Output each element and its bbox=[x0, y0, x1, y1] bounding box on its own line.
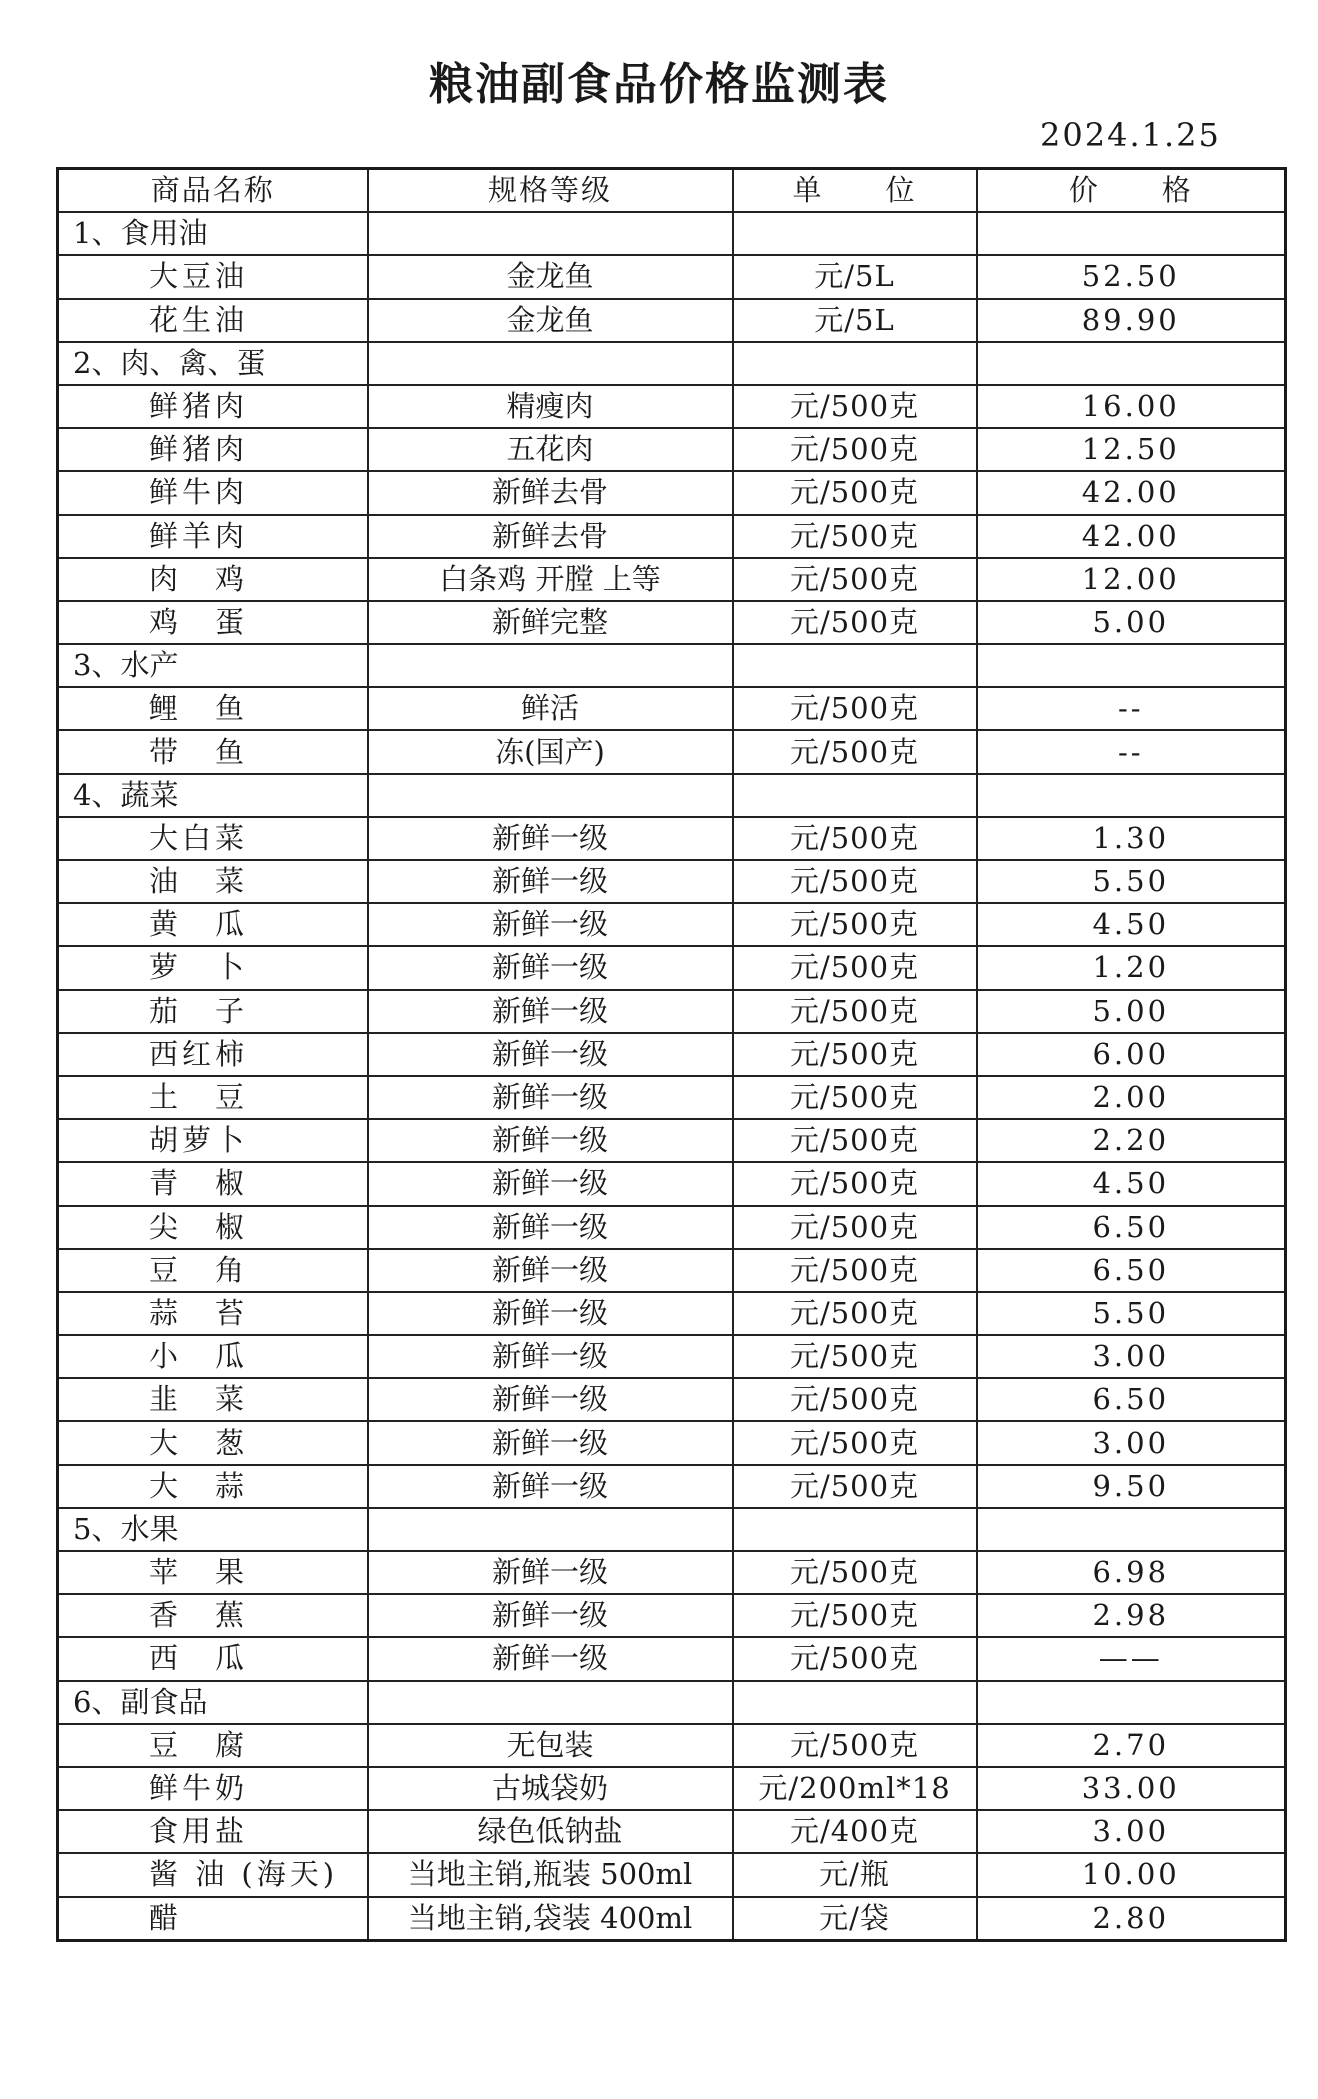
table-row bbox=[58, 558, 1286, 601]
cell-spec: 新鲜完整 bbox=[368, 601, 733, 644]
cell-spec: 新鲜一级 bbox=[368, 946, 733, 989]
category-label: 2、肉、禽、蛋 bbox=[58, 342, 368, 385]
cell-price: 12.00 bbox=[977, 558, 1286, 601]
cell-price: 5.50 bbox=[977, 1292, 1286, 1335]
empty-cell bbox=[368, 342, 733, 385]
header-row bbox=[58, 169, 1286, 213]
table-row bbox=[58, 1076, 1286, 1119]
empty-cell bbox=[368, 774, 733, 817]
cell-price: -- bbox=[977, 730, 1286, 773]
table-row bbox=[58, 385, 1286, 428]
table-row bbox=[58, 1853, 1286, 1896]
category-row bbox=[58, 1508, 1286, 1551]
cell-spec: 金龙鱼 bbox=[368, 255, 733, 298]
cell-spec: 新鲜一级 bbox=[368, 1033, 733, 1076]
cell-unit: 元/200ml*18 bbox=[733, 1767, 977, 1810]
cell-price: 89.90 bbox=[977, 299, 1286, 342]
category-row bbox=[58, 212, 1286, 255]
table-row bbox=[58, 1249, 1286, 1292]
category-row bbox=[58, 644, 1286, 687]
price-table bbox=[56, 167, 1287, 1942]
cell-name: 鲜猪肉 bbox=[58, 428, 368, 471]
cell-spec: 新鲜一级 bbox=[368, 903, 733, 946]
empty-cell bbox=[977, 1508, 1286, 1551]
empty-cell bbox=[733, 644, 977, 687]
cell-unit: 元/5L bbox=[733, 299, 977, 342]
table-row bbox=[58, 1292, 1286, 1335]
cell-unit: 元/500克 bbox=[733, 946, 977, 989]
category-label: 5、水果 bbox=[58, 1508, 368, 1551]
table-row bbox=[58, 860, 1286, 903]
empty-cell bbox=[368, 1681, 733, 1724]
table-row bbox=[58, 1767, 1286, 1810]
table-row bbox=[58, 687, 1286, 730]
cell-price: 2.80 bbox=[977, 1897, 1286, 1941]
cell-price: 2.20 bbox=[977, 1119, 1286, 1162]
cell-unit: 元/500克 bbox=[733, 471, 977, 514]
cell-price: 5.50 bbox=[977, 860, 1286, 903]
cell-price: 3.00 bbox=[977, 1421, 1286, 1464]
cell-price: 9.50 bbox=[977, 1465, 1286, 1508]
cell-unit: 元/500克 bbox=[733, 515, 977, 558]
cell-name: 食用盐 bbox=[58, 1810, 368, 1853]
cell-price: 6.00 bbox=[977, 1033, 1286, 1076]
cell-unit: 元/500克 bbox=[733, 1551, 977, 1594]
cell-price: 2.70 bbox=[977, 1724, 1286, 1767]
table-row bbox=[58, 1378, 1286, 1421]
cell-spec: 金龙鱼 bbox=[368, 299, 733, 342]
cell-name: 香 蕉 bbox=[58, 1594, 368, 1637]
cell-name: 茄 子 bbox=[58, 990, 368, 1033]
cell-price: 6.50 bbox=[977, 1378, 1286, 1421]
cell-price: 1.20 bbox=[977, 946, 1286, 989]
cell-price: 42.00 bbox=[977, 515, 1286, 558]
category-label: 4、蔬菜 bbox=[58, 774, 368, 817]
cell-price: 33.00 bbox=[977, 1767, 1286, 1810]
empty-cell bbox=[977, 342, 1286, 385]
cell-name: 醋 bbox=[58, 1897, 368, 1941]
cell-price: 16.00 bbox=[977, 385, 1286, 428]
cell-name: 尖 椒 bbox=[58, 1206, 368, 1249]
cell-price: 3.00 bbox=[977, 1335, 1286, 1378]
table-row bbox=[58, 817, 1286, 860]
empty-cell bbox=[733, 342, 977, 385]
category-row bbox=[58, 1681, 1286, 1724]
cell-price: 4.50 bbox=[977, 1162, 1286, 1205]
cell-spec: 当地主销,袋装 400ml bbox=[368, 1897, 733, 1941]
cell-spec: 新鲜一级 bbox=[368, 1594, 733, 1637]
cell-unit: 元/500克 bbox=[733, 558, 977, 601]
table-row bbox=[58, 1033, 1286, 1076]
empty-cell bbox=[977, 774, 1286, 817]
cell-unit: 元/500克 bbox=[733, 1594, 977, 1637]
cell-price: 42.00 bbox=[977, 471, 1286, 514]
category-label: 6、副食品 bbox=[58, 1681, 368, 1724]
cell-name: 鲜牛奶 bbox=[58, 1767, 368, 1810]
empty-cell bbox=[368, 1508, 733, 1551]
cell-name: 土 豆 bbox=[58, 1076, 368, 1119]
cell-unit: 元/5L bbox=[733, 255, 977, 298]
cell-name: 鲜牛肉 bbox=[58, 471, 368, 514]
cell-spec: 新鲜一级 bbox=[368, 990, 733, 1033]
cell-price: 4.50 bbox=[977, 903, 1286, 946]
category-row bbox=[58, 774, 1286, 817]
empty-cell bbox=[733, 774, 977, 817]
cell-price: 6.50 bbox=[977, 1249, 1286, 1292]
table-body bbox=[58, 169, 1286, 1941]
cell-unit: 元/500克 bbox=[733, 903, 977, 946]
cell-spec: 精瘦肉 bbox=[368, 385, 733, 428]
cell-spec: 新鲜一级 bbox=[368, 1292, 733, 1335]
cell-spec: 新鲜一级 bbox=[368, 1076, 733, 1119]
cell-price: 5.00 bbox=[977, 601, 1286, 644]
cell-name: 萝 卜 bbox=[58, 946, 368, 989]
table-row bbox=[58, 1637, 1286, 1680]
cell-spec: 无包装 bbox=[368, 1724, 733, 1767]
empty-cell bbox=[368, 644, 733, 687]
cell-name: 大豆油 bbox=[58, 255, 368, 298]
cell-price: 2.00 bbox=[977, 1076, 1286, 1119]
cell-spec: 白条鸡 开膛 上等 bbox=[368, 558, 733, 601]
table-row bbox=[58, 1897, 1286, 1941]
header-spec: 规格等级 bbox=[368, 169, 733, 213]
header-unit: 单 位 bbox=[733, 169, 977, 213]
cell-name: 大 蒜 bbox=[58, 1465, 368, 1508]
empty-cell bbox=[733, 212, 977, 255]
table-row bbox=[58, 1810, 1286, 1853]
header-name: 商品名称 bbox=[58, 169, 368, 213]
cell-name: 油 菜 bbox=[58, 860, 368, 903]
table-row bbox=[58, 946, 1286, 989]
cell-unit: 元/500克 bbox=[733, 1335, 977, 1378]
category-row bbox=[58, 342, 1286, 385]
cell-unit: 元/瓶 bbox=[733, 1853, 977, 1896]
cell-name: 小 瓜 bbox=[58, 1335, 368, 1378]
cell-price: 6.50 bbox=[977, 1206, 1286, 1249]
cell-unit: 元/500克 bbox=[733, 1465, 977, 1508]
table-row bbox=[58, 1551, 1286, 1594]
cell-name: 豆 腐 bbox=[58, 1724, 368, 1767]
empty-cell bbox=[977, 1681, 1286, 1724]
cell-spec: 新鲜去骨 bbox=[368, 515, 733, 558]
cell-price: 3.00 bbox=[977, 1810, 1286, 1853]
cell-unit: 元/500克 bbox=[733, 385, 977, 428]
cell-price: 12.50 bbox=[977, 428, 1286, 471]
page-title: 粮油副食品价格监测表 bbox=[429, 59, 889, 110]
empty-cell bbox=[368, 212, 733, 255]
cell-unit: 元/500克 bbox=[733, 1249, 977, 1292]
cell-name: 酱 油 (海天) bbox=[58, 1853, 368, 1896]
cell-price: 6.98 bbox=[977, 1551, 1286, 1594]
cell-name: 鸡 蛋 bbox=[58, 601, 368, 644]
cell-spec: 新鲜一级 bbox=[368, 1465, 733, 1508]
cell-spec: 新鲜一级 bbox=[368, 860, 733, 903]
cell-unit: 元/袋 bbox=[733, 1897, 977, 1941]
cell-spec: 冻(国产) bbox=[368, 730, 733, 773]
cell-unit: 元/500克 bbox=[733, 1637, 977, 1680]
cell-unit: 元/400克 bbox=[733, 1810, 977, 1853]
cell-unit: 元/500克 bbox=[733, 1119, 977, 1162]
table-row bbox=[58, 515, 1286, 558]
cell-unit: 元/500克 bbox=[733, 1162, 977, 1205]
empty-cell bbox=[977, 644, 1286, 687]
cell-spec: 新鲜去骨 bbox=[368, 471, 733, 514]
cell-unit: 元/500克 bbox=[733, 1206, 977, 1249]
category-label: 1、食用油 bbox=[58, 212, 368, 255]
cell-name: 带 鱼 bbox=[58, 730, 368, 773]
cell-unit: 元/500克 bbox=[733, 990, 977, 1033]
cell-spec: 新鲜一级 bbox=[368, 1206, 733, 1249]
table-row bbox=[58, 428, 1286, 471]
cell-name: 蒜 苔 bbox=[58, 1292, 368, 1335]
cell-price: 2.98 bbox=[977, 1594, 1286, 1637]
cell-unit: 元/500克 bbox=[733, 1421, 977, 1464]
table-row bbox=[58, 1162, 1286, 1205]
cell-name: 鲜猪肉 bbox=[58, 385, 368, 428]
table-row bbox=[58, 471, 1286, 514]
cell-name: 鲤 鱼 bbox=[58, 687, 368, 730]
cell-unit: 元/500克 bbox=[733, 687, 977, 730]
table-row bbox=[58, 1465, 1286, 1508]
cell-spec: 新鲜一级 bbox=[368, 817, 733, 860]
cell-name: 肉 鸡 bbox=[58, 558, 368, 601]
cell-name: 西 瓜 bbox=[58, 1637, 368, 1680]
cell-spec: 新鲜一级 bbox=[368, 1162, 733, 1205]
cell-spec: 当地主销,瓶装 500ml bbox=[368, 1853, 733, 1896]
cell-name: 西红柿 bbox=[58, 1033, 368, 1076]
cell-name: 青 椒 bbox=[58, 1162, 368, 1205]
cell-spec: 新鲜一级 bbox=[368, 1551, 733, 1594]
table-row bbox=[58, 1119, 1286, 1162]
cell-unit: 元/500克 bbox=[733, 1724, 977, 1767]
table-row bbox=[58, 903, 1286, 946]
cell-spec: 古城袋奶 bbox=[368, 1767, 733, 1810]
cell-price: 5.00 bbox=[977, 990, 1286, 1033]
cell-unit: 元/500克 bbox=[733, 1076, 977, 1119]
empty-cell bbox=[733, 1681, 977, 1724]
cell-unit: 元/500克 bbox=[733, 1292, 977, 1335]
table-row bbox=[58, 730, 1286, 773]
table-row bbox=[58, 601, 1286, 644]
table-row bbox=[58, 1421, 1286, 1464]
cell-name: 豆 角 bbox=[58, 1249, 368, 1292]
table-row bbox=[58, 990, 1286, 1033]
cell-unit: 元/500克 bbox=[733, 1033, 977, 1076]
cell-spec: 五花肉 bbox=[368, 428, 733, 471]
table-row bbox=[58, 1335, 1286, 1378]
empty-cell bbox=[977, 212, 1286, 255]
cell-spec: 新鲜一级 bbox=[368, 1249, 733, 1292]
cell-price: 1.30 bbox=[977, 817, 1286, 860]
cell-name: 花生油 bbox=[58, 299, 368, 342]
table-row bbox=[58, 255, 1286, 298]
header-price: 价 格 bbox=[977, 169, 1286, 213]
cell-spec: 新鲜一级 bbox=[368, 1378, 733, 1421]
cell-unit: 元/500克 bbox=[733, 817, 977, 860]
cell-name: 黄 瓜 bbox=[58, 903, 368, 946]
cell-price: 10.00 bbox=[977, 1853, 1286, 1896]
cell-price: —— bbox=[977, 1637, 1286, 1680]
cell-spec: 新鲜一级 bbox=[368, 1335, 733, 1378]
cell-unit: 元/500克 bbox=[733, 1378, 977, 1421]
cell-name: 韭 菜 bbox=[58, 1378, 368, 1421]
table-row bbox=[58, 1594, 1286, 1637]
cell-price: -- bbox=[977, 687, 1286, 730]
cell-spec: 新鲜一级 bbox=[368, 1421, 733, 1464]
cell-spec: 鲜活 bbox=[368, 687, 733, 730]
cell-name: 大 葱 bbox=[58, 1421, 368, 1464]
cell-unit: 元/500克 bbox=[733, 860, 977, 903]
cell-price: 52.50 bbox=[977, 255, 1286, 298]
cell-name: 大白菜 bbox=[58, 817, 368, 860]
cell-unit: 元/500克 bbox=[733, 730, 977, 773]
table-row bbox=[58, 1724, 1286, 1767]
report-date: 2024.1.25 bbox=[1040, 116, 1221, 154]
cell-spec: 绿色低钠盐 bbox=[368, 1810, 733, 1853]
cell-name: 胡萝卜 bbox=[58, 1119, 368, 1162]
category-label: 3、水产 bbox=[58, 644, 368, 687]
table-row bbox=[58, 299, 1286, 342]
cell-unit: 元/500克 bbox=[733, 428, 977, 471]
table-row bbox=[58, 1206, 1286, 1249]
cell-spec: 新鲜一级 bbox=[368, 1119, 733, 1162]
cell-name: 苹 果 bbox=[58, 1551, 368, 1594]
cell-unit: 元/500克 bbox=[733, 601, 977, 644]
cell-name: 鲜羊肉 bbox=[58, 515, 368, 558]
empty-cell bbox=[733, 1508, 977, 1551]
cell-spec: 新鲜一级 bbox=[368, 1637, 733, 1680]
